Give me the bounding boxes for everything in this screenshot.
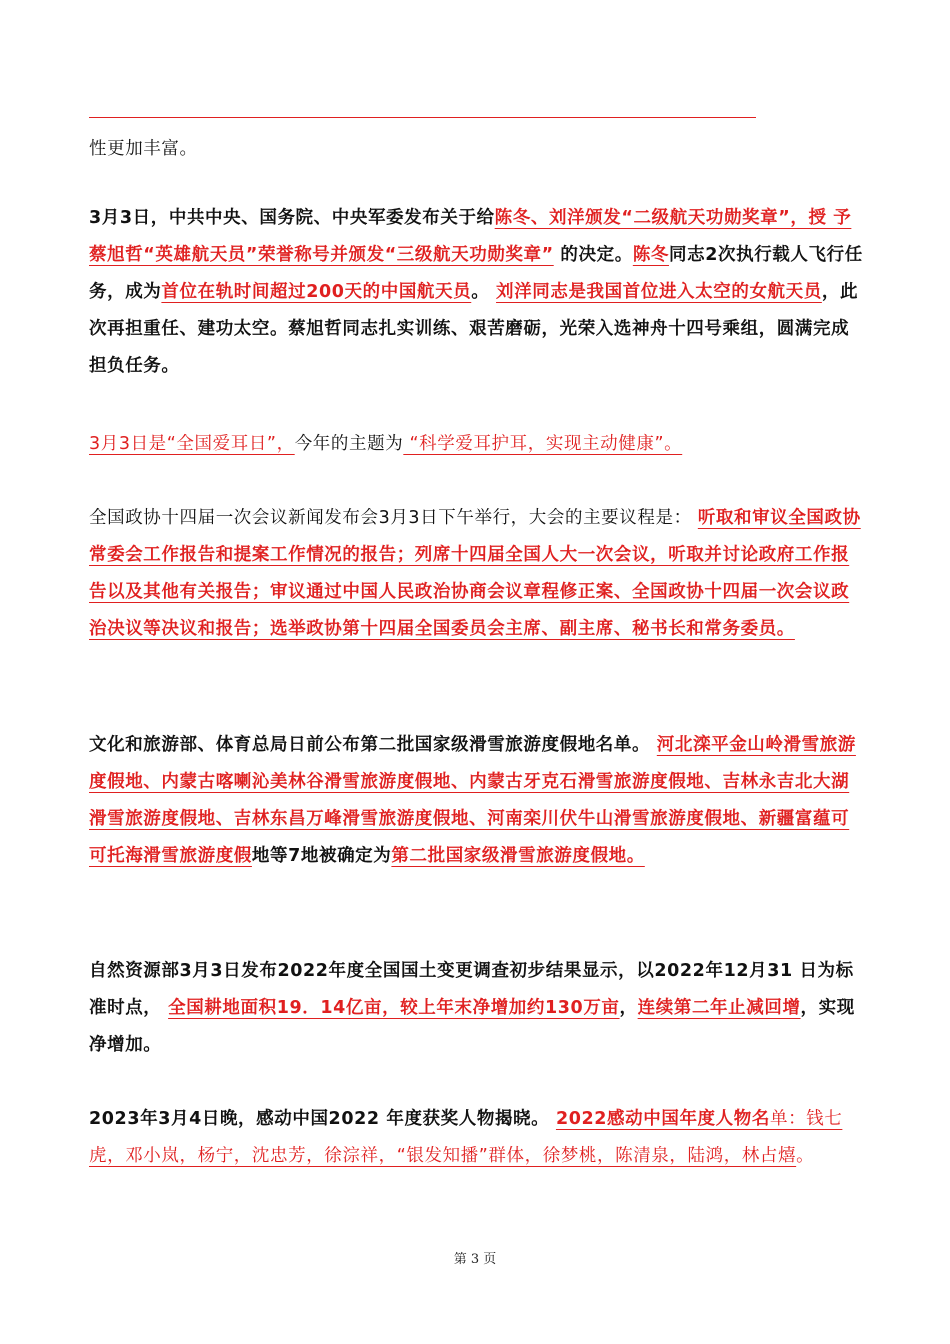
paragraph-ear-care-day: 3月3日是“全国爱耳日”，今年的主题为 “科学爱耳护耳，实现主动健康”。 bbox=[89, 434, 683, 454]
paragraph-ski-resorts: 文化和旅游部、体育总局日前公布第二批国家级滑雪旅游度假地名单。 河北滦平金山岭滑雪旅游度假地、内蒙古喀喇沁美林谷滑雪旅游度假地、内蒙古牙克石滑雪旅游度假地、吉林永吉北大湖滑雪旅游度假地、吉林东昌万峰滑雪旅游度假地、河南栾川伏牛山滑雪旅游度假地、新疆富蕴可可托海滑雪旅游度假地等7地被确定为第二批国家级滑雪旅游度假地。 bbox=[89, 735, 856, 866]
highlight-agenda: 听取和审议全国政协常委会工作报告和提案工作情况的报告；列席十四届全国人大一次会议，听取并讨论政府工作报告以及其他有关报告；审议通过中国人民政治协商会议章程修正案、全国政协十四届一次会议政治决议等决议和报告；选举政协第十四届全国委员会主席、副主席、秘书长和常务委员。 bbox=[89, 508, 861, 639]
highlight-ski-list: 河北滦平金山岭滑雪旅游度假地、内蒙古喀喇沁美林谷滑雪旅游度假地、内蒙古牙克石滑雪旅游度假地、吉林永吉北大湖滑雪旅游度假地、吉林东昌万峰滑雪旅游度假地、河南栾川伏牛山滑雪旅游度假地、新疆富蕴可可托海滑雪旅游度假 bbox=[89, 735, 856, 866]
highlight-liu-yang: 刘洋同志是我国首位进入太空的女航天员 bbox=[496, 282, 822, 302]
highlight-ear-theme: “科学爱耳护耳，实现主动健康”。 bbox=[403, 434, 683, 454]
page-number: 第 3 页 bbox=[453, 1252, 497, 1267]
paragraph-farmland-survey: 自然资源部3月3日发布2022年度全国国土变更调查初步结果显示，以2022年12月31 日为标准时点， 全国耕地面积19．14亿亩，较上年末净增加约130万亩，连续第二年止减回增，实现净增加。 bbox=[89, 961, 855, 1055]
paragraph-aerospace-medals: 3月3日，中共中央、国务院、中央军委发布关于给陈冬、刘洋颁发“二级航天功勋奖章”，授 予蔡旭哲“英雄航天员”荣誉称号并颁发“三级航天功勋奖章” 的决定。陈冬同志2次执行载人飞行任务，成为首位在轨时间超过200天的中国航天员。 刘洋同志是我国首位进入太空的女航天员，此次再担重任、建功太空。蔡旭哲同志扎实训练、艰苦磨砺，光荣入选神舟十四号乘组，圆满完成担负任务。 bbox=[89, 208, 863, 376]
highlight-second-batch: 第二批国家级滑雪旅游度假地。 bbox=[391, 846, 645, 866]
paragraph-continuation: 性更加丰富。 bbox=[89, 139, 198, 159]
highlight-chen-dong: 陈冬 bbox=[632, 245, 670, 265]
paragraph-cppcc-agenda: 全国政协十四届一次会议新闻发布会3月3日下午举行，大会的主要议程是： 听取和审议全国政协常委会工作报告和提案工作情况的报告；列席十四届全国人大一次会议，听取并讨论政府工作报告以及其他有关报告；审议通过中国人民政治协商会议章程修正案、全国政协十四届一次会议政治决议等决议和报告；选举政协第十四届全国委员会主席、副主席、秘书长和常务委员。 bbox=[89, 508, 861, 639]
highlight-ear-day: 3月3日是“全国爱耳日”， bbox=[89, 434, 295, 454]
highlight-medal-award: 陈冬、刘洋颁发“二级航天功勋奖章”，授 予蔡旭哲“英雄航天员”荣誉称号并颁发“三级航天功勋奖章” bbox=[89, 208, 852, 265]
highlight-200-days: 首位在轨时间超过200天的中国航天员 bbox=[161, 282, 472, 302]
top-divider-line bbox=[89, 117, 756, 118]
highlight-second-year-increase: 连续第二年止减回增 bbox=[637, 998, 801, 1018]
paragraph-touching-china: 2023年3月4日晚，感动中国2022 年度获奖人物揭晓。 2022感动中国年度人物名单：钱七虎，邓小岚，杨宁，沈忠芳，徐淙祥，“银发知播”群体，徐梦桃，陈清泉，陆鸿，林占熺。 bbox=[89, 1109, 843, 1166]
highlight-honoree-list: 单：钱七虎，邓小岚，杨宁，沈忠芳，徐淙祥，“银发知播”群体，徐梦桃，陈清泉，陆鸿，林占熺 bbox=[89, 1109, 843, 1166]
highlight-farmland-area: 全国耕地面积19．14亿亩，较上年末净增加约130万亩 bbox=[168, 998, 620, 1018]
highlight-honoree-title: 2022感动中国年度人物名 bbox=[555, 1109, 770, 1129]
